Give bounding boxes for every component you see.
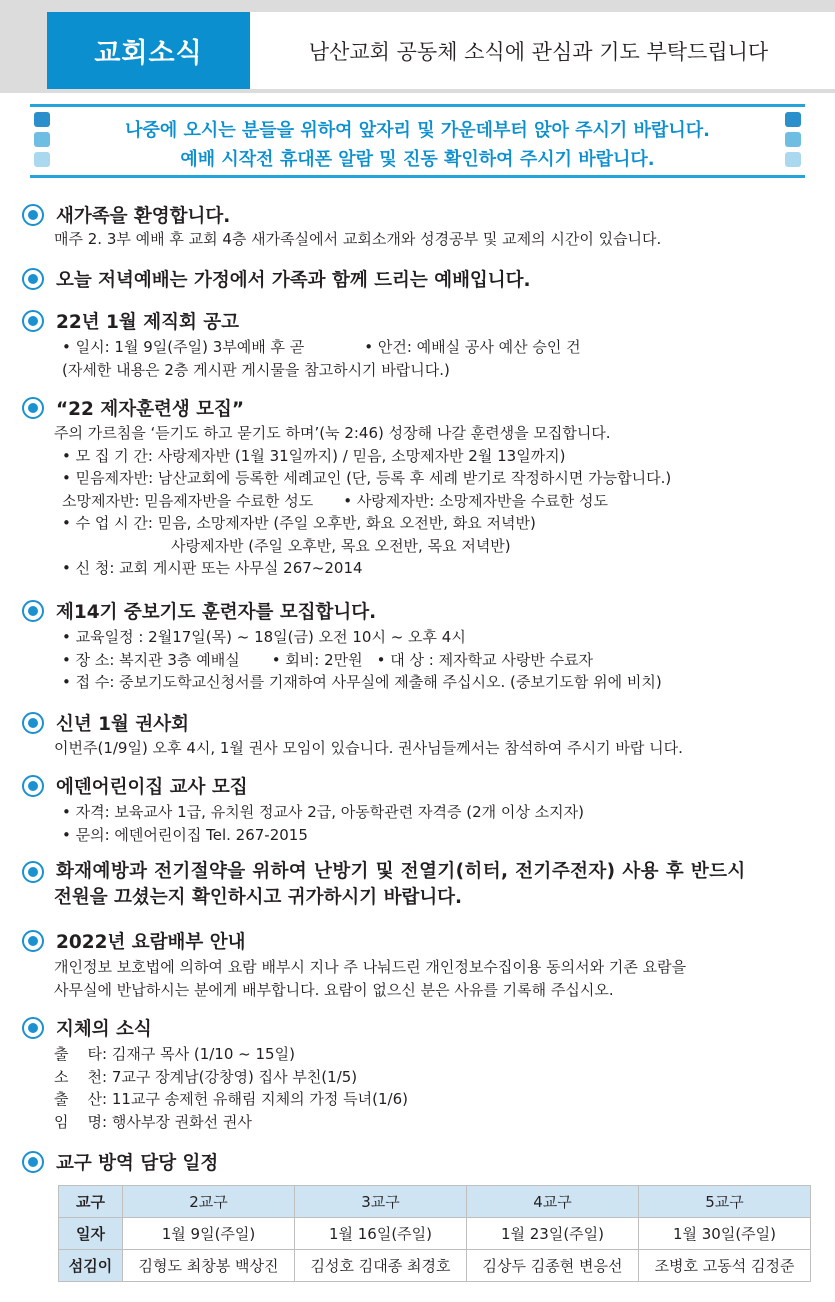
section-title: 신년 1월 권사회 <box>56 714 189 735</box>
notice-bottom-rule <box>30 175 805 178</box>
table-cell: 김상두 김종현 변응선 <box>467 1250 639 1282</box>
section-text: 소 천: 7교구 장계남(강창영) 집사 부친(1/5) <box>54 1067 358 1086</box>
section-booklet <box>20 928 820 1001</box>
section-bullet-icon <box>22 1017 44 1039</box>
header-title: 교회소식 <box>47 12 250 89</box>
table-header-cell: 4교구 <box>467 1186 639 1218</box>
section-elders <box>20 710 820 760</box>
section-bullet-icon <box>22 397 44 419</box>
section-bullet-icon <box>22 930 44 952</box>
table-header-row <box>59 1186 811 1218</box>
section-title: 오늘 저녁예배는 가정에서 가족과 함께 드리는 예배입니다. <box>56 270 531 291</box>
section-title: 제14기 중보기도 훈련자를 모집합니다. <box>56 602 377 623</box>
section-text: 출 타: 김재구 목사 (1/10 ~ 15일) <box>54 1045 295 1063</box>
notice-square-icon <box>34 112 50 127</box>
notice-top-rule <box>30 104 805 107</box>
section-text: • 모 집 기 간: 사랑제자반 (1월 31일까지) / 믿음, 소망제자반 2월 13일까지) <box>62 446 566 465</box>
section-text: 주의 가르침을 ‘듣기도 하고 묻기도 하며’(눅 2:46) 성장해 나갈 훈련생을 모집합니다. <box>54 424 611 442</box>
table-cell: 1월 9일(주일) <box>123 1218 295 1250</box>
section-text: 소망제자반: 믿음제자반을 수료한 성도 • 사랑제자반: 소망제자반을 수료한 성도 <box>62 491 609 510</box>
section-evening <box>20 266 820 292</box>
section-bullet-icon <box>22 861 44 883</box>
table-header-cell: 교구 <box>59 1186 123 1218</box>
notice-line-1: 나중에 오시는 분들을 위하여 앞자리 및 가운데부터 앉아 주시기 바랍니다. <box>125 120 710 141</box>
header-bar <box>0 0 835 93</box>
table-header-cell: 2교구 <box>123 1186 295 1218</box>
section-members <box>20 1015 820 1133</box>
section-bullet-icon <box>22 204 44 226</box>
section-text: 출 산: 11교구 송제헌 유해림 지체의 가정 득녀(1/6) <box>54 1090 408 1108</box>
table-row-label: 일자 <box>59 1218 123 1250</box>
table-row <box>59 1250 811 1282</box>
section-bullet-icon <box>22 775 44 797</box>
section-title: 2022년 요람배부 안내 <box>56 932 246 953</box>
section-text: 매주 2. 3부 예배 후 교회 4층 새가족실에서 교회소개와 성경공부 및 교제의 시간이 있습니다. <box>54 230 662 248</box>
section-bullet-icon <box>22 1151 44 1173</box>
section-eden <box>20 773 820 846</box>
notice-square-icon <box>785 132 801 147</box>
section-text: (자세한 내용은 2층 게시판 게시물을 참고하시기 바랍니다.) <box>62 360 450 379</box>
section-text: 개인정보 보호법에 의하여 요람 배부시 지나 주 나눠드린 개인정보수집이용 동의서와 기존 요람을 <box>54 958 687 976</box>
section-deacons <box>20 308 820 381</box>
section-text: • 문의: 에덴어린이집 Tel. 267-2015 <box>62 825 308 844</box>
section-title: 새가족을 환영합니다. <box>56 206 231 227</box>
section-title: “22 제자훈련생 모집” <box>56 399 245 420</box>
section-text: 임 명: 행사부장 권화선 권사 <box>54 1112 252 1131</box>
section-text: 사랑제자반 (주일 오후반, 목요 오전반, 목요 저녁반) <box>171 536 511 555</box>
section-title: 지체의 소식 <box>56 1019 152 1040</box>
section-text: • 수 업 시 간: 믿음, 소망제자반 (주일 오후반, 화요 오전반, 화요 저녁반) <box>62 514 536 532</box>
section-text: 이번주(1/9일) 오후 4시, 1월 권사 모임이 있습니다. 권사님들께서는 참석하여 주시기 바랍 니다. <box>54 739 683 757</box>
table-cell: 1월 30일(주일) <box>639 1218 811 1250</box>
section-title: 에덴어린이집 교사 모집 <box>56 777 248 798</box>
header-subtitle: 남산교회 공동체 소식에 관심과 기도 부탁드립니다 <box>250 12 835 89</box>
section-text: • 접 수: 중보기도학교신청서를 기재하여 사무실에 제출해 주십시오. (중보기도함 위에 비치) <box>62 673 662 691</box>
section-schedule <box>20 1149 820 1175</box>
notice-square-icon <box>785 112 801 127</box>
section-bullet-icon <box>22 268 44 290</box>
table-cell: 조병호 고동석 김정준 <box>639 1250 811 1282</box>
section-title: 화재예방과 전기절약을 위하여 난방기 및 전열기(히터, 전기주전자) 사용 후 반드시 <box>56 861 746 882</box>
section-text: • 자격: 보육교사 1급, 유치원 정교사 2급, 아동학관련 자격증 (2개 이상 소지자) <box>62 803 584 821</box>
section-fire <box>20 859 820 911</box>
section-text: • 믿음제자반: 남산교회에 등록한 세례교인 (단, 등록 후 세례 받기로 작정하시면 가능합니다.) <box>62 469 672 487</box>
table-cell: 김성호 김대종 최경호 <box>295 1250 467 1282</box>
section-bullet-icon <box>22 600 44 622</box>
table-row-label: 섬김이 <box>59 1250 123 1282</box>
table-header-cell: 5교구 <box>639 1186 811 1218</box>
table-cell: 김형도 최창봉 백상진 <box>123 1250 295 1282</box>
section-title: 22년 1월 제직회 공고 <box>56 312 240 333</box>
table-cell: 1월 23일(주일) <box>467 1218 639 1250</box>
section-disciple <box>20 395 820 580</box>
section-text: 전원을 끄셨는지 확인하시고 귀가하시기 바랍니다. <box>54 887 463 908</box>
section-text: • 일시: 1월 9일(주일) 3부예배 후 곧 • 안건: 예배실 공사 예산 승인 건 <box>62 338 581 356</box>
section-bullet-icon <box>22 310 44 332</box>
section-text: 사무실에 반납하시는 분에게 배부합니다. 요람이 없으신 분은 사유를 기록해 주십시오. <box>54 980 614 999</box>
section-text: • 신 청: 교회 게시판 또는 사무실 267~2014 <box>62 559 363 577</box>
section-welcome <box>20 202 820 251</box>
section-bullet-icon <box>22 712 44 734</box>
section-text: • 교육일정 : 2월17일(목) ~ 18일(금) 오전 10시 ~ 오후 4시 <box>62 628 466 646</box>
notice-square-icon <box>34 152 50 167</box>
notice-square-icon <box>34 132 50 147</box>
table-header-cell: 3교구 <box>295 1186 467 1218</box>
schedule-table <box>58 1185 811 1282</box>
notice-line-2: 예배 시작전 휴대폰 알람 및 진동 확인하여 주시기 바랍니다. <box>180 149 655 170</box>
section-title: 교구 방역 담당 일정 <box>56 1153 219 1174</box>
section-text: • 장 소: 복지관 3층 예배실 • 회비: 2만원 • 대 상 : 제자학교 사랑반 수료자 <box>62 650 594 669</box>
notice-square-icon <box>785 152 801 167</box>
section-intercession <box>20 598 820 694</box>
table-row <box>59 1218 811 1250</box>
table-cell: 1월 16일(주일) <box>295 1218 467 1250</box>
